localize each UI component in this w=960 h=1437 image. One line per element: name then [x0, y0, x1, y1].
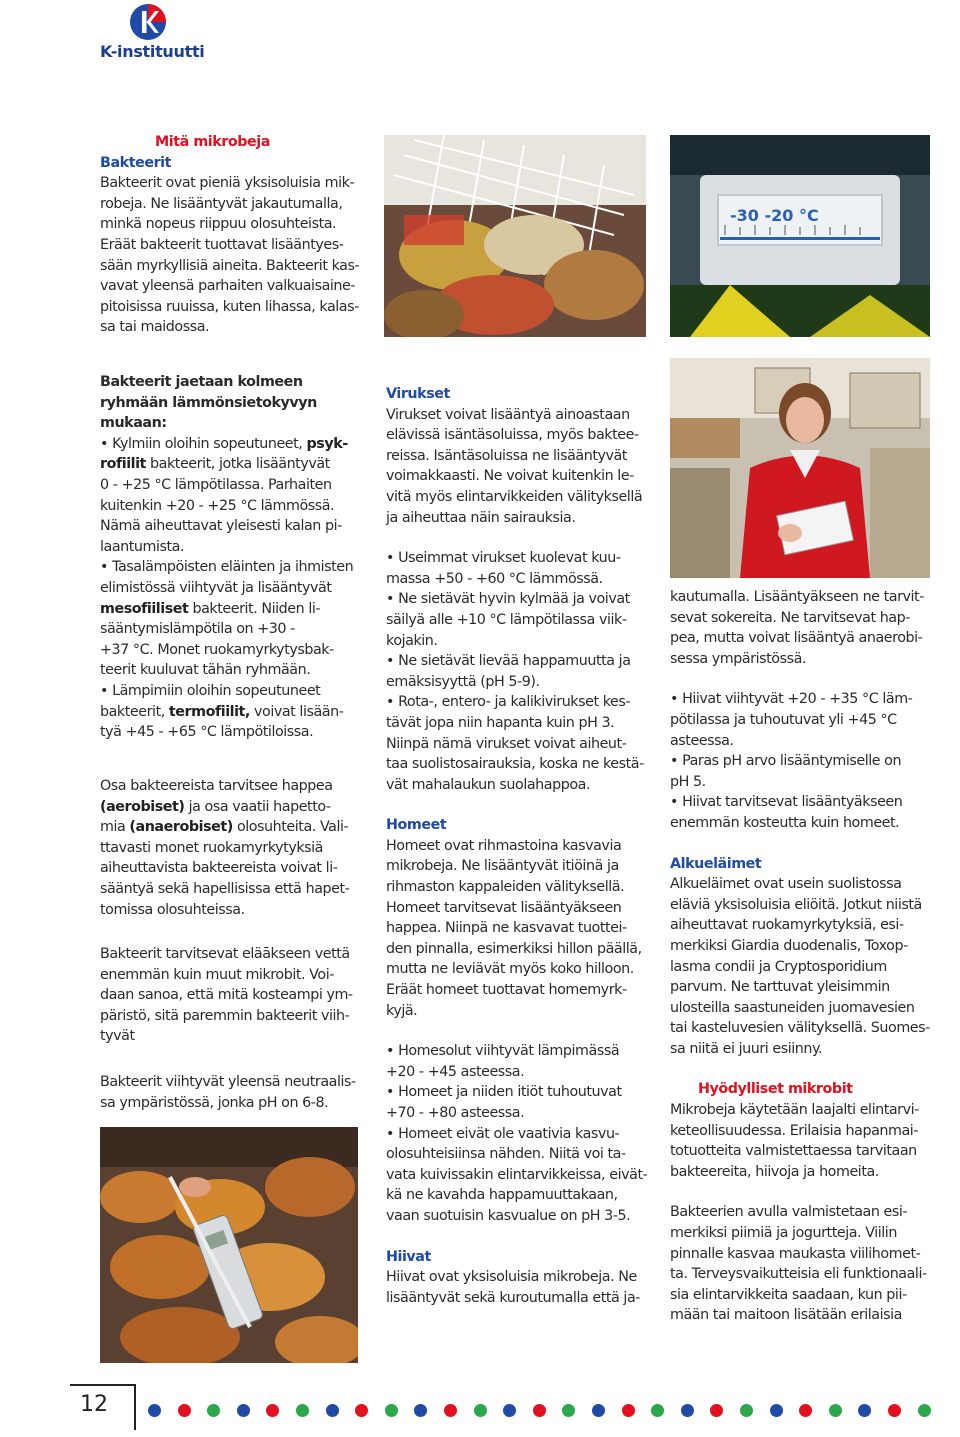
column-1-top [100, 132, 370, 338]
bullet-mesofiiliset: • Tasalämpöisten eläinten ja ihmisten [100, 559, 354, 576]
text-line [100, 599, 370, 620]
text-line: lasma condii ja Cryptosporidium [670, 958, 887, 975]
bullet-psykrofiilit [100, 434, 370, 455]
text-line: asteessa. [670, 732, 734, 749]
text-line: • Ne sietävät hyvin kylmää ja voivat [386, 591, 630, 608]
text-line: tyä +45 - +65 °C lämpötiloissa. [100, 724, 314, 741]
text-line: mutta ne leviävät myös koko hilloon. [386, 961, 634, 978]
text-line: tyvät [100, 1028, 135, 1045]
text-line: +37 °C. Monet ruokamyrkytysbak- [100, 641, 334, 658]
text-line: kyjä. [386, 1002, 418, 1019]
decorative-dot [148, 1404, 161, 1417]
text-line: keteollisuudessa. Erilaisia hapanmai- [670, 1122, 919, 1139]
photo-inspector-cold-room [670, 358, 930, 578]
decorative-dot [385, 1404, 398, 1417]
text-line: laantumista. [100, 538, 185, 555]
decorative-dot [918, 1404, 931, 1417]
text-line: ja aiheuttaa näin sairauksia. [386, 509, 576, 526]
text-line: teerit kuuluvat tähän ryhmään. [100, 662, 311, 679]
text-line: • Ne sietävät lievää happamuutta ja [386, 653, 631, 670]
text-line: massa +50 - +60 °C lämmössä. [386, 570, 603, 587]
k-instituutti-logo [100, 2, 205, 64]
text-line: • Useimmat virukset kuolevat kuu- [386, 550, 621, 567]
text-line: taa suolistosairauksia, koska ne kestä- [386, 756, 644, 773]
text-line: elimistössä viihtyvät ja lisääntyvät [100, 579, 332, 596]
text-line: merkiksi Giardia duodenalis, Toxop- [670, 937, 908, 954]
text-line [100, 702, 370, 723]
text-line: Bakteerit jaetaan kolmeen [100, 374, 303, 390]
text-line: tai kasteluvesien välityksellä. Suomes- [670, 1020, 930, 1037]
text-line: päristö, sitä paremmin bakteerit viih- [100, 1007, 350, 1024]
term-psykrofiilit-end: rofiilit [100, 456, 146, 473]
decorative-dot [296, 1404, 309, 1417]
photo-chicken-temperature-probe [100, 1127, 358, 1363]
text-line: mään tai maitoon lisätään erilaisia [670, 1307, 902, 1324]
decorative-dots [148, 1404, 948, 1420]
text-span: mia [100, 819, 130, 836]
text-line: ta. Terveysvaikutteisia eli funktionaali- [670, 1266, 927, 1283]
text-span: • Kylmiin oloihin sopeutuneet, [100, 435, 307, 452]
text-line: tävät jopa niin hapanta kuin pH 3. [386, 714, 615, 731]
text-line: • Homeet eivät ole vaativia kasvu- [386, 1125, 620, 1142]
decorative-dot [266, 1404, 279, 1417]
alkuelaimet-heading: Alkueläimet [670, 855, 762, 872]
column-3 [670, 587, 936, 1326]
hiivat-heading: Hiivat [386, 1248, 431, 1265]
decorative-dot [622, 1404, 635, 1417]
text-line: pötilassa ja tuhoutuvat yli +45 °C [670, 711, 897, 728]
decorative-dot [651, 1404, 664, 1417]
text-line: den pinnalla, esimerkiksi hillon päällä, [386, 940, 642, 957]
text-line: mikrobeja. Ne lisääntyvät itiöinä ja [386, 858, 619, 875]
groups-heading [100, 372, 370, 434]
text-line: ryhmään lämmönsietokyvyn [100, 394, 317, 411]
text-line: bakteereita, hiivoja ja homeita. [670, 1163, 879, 1180]
text-line: voimakkaasti. Ne voivat kuitenkin le- [386, 468, 634, 485]
decorative-dot [829, 1404, 842, 1417]
text-line: • Hiivat tarvitsevat lisääntyäkseen [670, 794, 903, 811]
text-line: säilyä alle +10 °C lämpötilassa viik- [386, 611, 627, 628]
text-line: ulosteilla saastuneiden juomavesien [670, 999, 915, 1016]
text-line: • Homesolut viihtyvät lämpimässä [386, 1043, 620, 1060]
text-line: sääntyä sekä hapellisissa että hapet- [100, 880, 350, 897]
text-line: +70 - +80 asteessa. [386, 1105, 525, 1121]
text-line: Hiivat ovat yksisoluisia mikrobeja. Ne [386, 1269, 637, 1286]
decorative-dot [858, 1404, 871, 1417]
decorative-dot [592, 1404, 605, 1417]
decorative-dot [710, 1404, 723, 1417]
text-line: 0 - +25 °C lämpötilassa. Parhaiten [100, 476, 332, 493]
decorative-dot [740, 1404, 753, 1417]
photo-freezer-thermometer [670, 135, 930, 337]
text-line: daan sanoa, että mitä kosteampi ym- [100, 987, 353, 1004]
text-line: elävissä isäntäsoluissa, myös baktee- [386, 427, 639, 444]
text-line: sa niitä ei juuri esiinny. [670, 1040, 823, 1057]
section-title: Mitä mikrobeja [155, 134, 270, 150]
text-line: • Paras pH arvo lisääntymiselle on [670, 753, 902, 770]
text-line: pinnalle kasvaa maukasta viilihomet- [670, 1245, 921, 1262]
text-line: kuitenkin +20 - +25 °C lämmössä. [100, 497, 335, 514]
photo-freezer-food [384, 135, 646, 337]
column-1-groups [100, 372, 370, 743]
text-line: pH 5. [670, 773, 706, 790]
text-line: sääntymislämpötila on +30 - [100, 621, 295, 638]
homeet-heading: Homeet [386, 817, 447, 834]
text-line: sään myrkyllisiä aineita. Bakteerit kas- [100, 257, 360, 274]
text-line: rihmaston kappaleiden välityksellä. [386, 879, 625, 896]
text-line: Nämä aiheuttavat yleisesti kalan pi- [100, 518, 342, 535]
thermometer-readout: -30 -20 °C [730, 206, 819, 225]
text-line: pea, mutta voivat lisääntyä anaerobi- [670, 630, 923, 647]
text-line: sessa ympäristössä. [670, 650, 806, 667]
text-line: Eräät homeet tuottavat homemyrk- [386, 982, 627, 999]
text-line: reissa. Isäntäsoluissa ne lisääntyvät [386, 447, 627, 464]
decorative-dot [444, 1404, 457, 1417]
text-line: • Rota-, entero- ja kalikivirukset kes- [386, 694, 631, 711]
text-line: Osa bakteereista tarvitsee happea [100, 778, 333, 794]
text-line: vät mahalaukun suolahappoa. [386, 776, 591, 793]
decorative-dot [770, 1404, 783, 1417]
text-line: kautumalla. Lisääntyäkseen ne tarvit- [670, 589, 924, 605]
text-line: minkä nopeus riippuu olosuhteista. [100, 216, 337, 233]
brand-name: K-instituutti [100, 42, 205, 61]
text-span: bakteerit, [100, 703, 169, 720]
text-line: • Homeet ja niiden itiöt tuhoutuvat [386, 1084, 622, 1101]
text-line: tomissa olosuhteissa. [100, 901, 245, 918]
text-line: mukaan: [100, 415, 167, 432]
column-2 [386, 384, 656, 1308]
term-termofiilit: termofiilit, [168, 703, 250, 720]
text-line: +20 - +45 asteessa. [386, 1063, 525, 1080]
text-line [100, 817, 370, 838]
text-line: olosuhteisiinsa nähden. Niitä voi ta- [386, 1146, 626, 1163]
text-line: merkiksi piimiä ja jogurtteja. Viilin [670, 1225, 897, 1242]
text-line: • Hiivat viihtyvät +20 - +35 °C läm- [670, 691, 913, 708]
text-line: robeja. Ne lisääntyvät jakautumalla, [100, 195, 343, 212]
text-line: Virukset voivat lisääntyä ainoastaan [386, 406, 630, 423]
decorative-dot [533, 1404, 546, 1417]
bullet-termofiilit: • Lämpimiin oloihin sopeutuneet [100, 682, 321, 699]
text-line: aiheuttavat ruokamyrkytyksiä, esi- [670, 917, 904, 934]
text-line: pitoisissa ruuissa, kuten lihassa, kalas- [100, 298, 359, 315]
text-line: eläviä yksisoluisia eliöitä. Jotkut niistä [670, 896, 922, 913]
decorative-dot [237, 1404, 250, 1417]
text-line: vata kuivissakin elintarvikkeissa, eivät- [386, 1166, 648, 1183]
text-line: aiheuttavista bakteereista voivat li- [100, 860, 338, 877]
text-line: parvum. Ne tarttuvat yleisimmin [670, 979, 890, 996]
text-line [100, 454, 370, 475]
decorative-dot [207, 1404, 220, 1417]
text-span: ja osa vaatii hapetto- [184, 798, 331, 815]
text-line: Bakteerit ovat pieniä yksisoluisia mik- [100, 175, 355, 192]
decorative-dot [178, 1404, 191, 1417]
text-line: Alkueläimet ovat usein suolistossa [670, 876, 902, 893]
text-line: enemmän kosteutta kuin homeet. [670, 814, 900, 831]
decorative-dot [474, 1404, 487, 1417]
term-psykrofiilit: psyk- [306, 435, 348, 452]
text-line: vitä myös elintarvikkeiden välityksellä [386, 488, 643, 505]
virukset-heading: Virukset [386, 386, 450, 402]
text-line: vaan suotuisin kasvualue on pH 3-5. [386, 1207, 631, 1224]
decorative-dot [414, 1404, 427, 1417]
text-span: bakteerit. Niiden li- [188, 600, 321, 617]
decorative-dot [888, 1404, 901, 1417]
page-number: 12 [80, 1392, 108, 1417]
term-anaerobiset: (anaerobiset) [129, 819, 233, 836]
text-line [100, 797, 370, 818]
text-line: vavat yleensä parhaiten valkuaisaine- [100, 278, 356, 295]
text-line: emäksisyyttä (pH 5-9). [386, 673, 540, 690]
text-line: enemmän kuin muut mikrobit. Voi- [100, 966, 334, 983]
text-line: Eräät bakteerit tuottavat lisääntyes- [100, 236, 344, 253]
text-span: olosuhteita. Vali- [232, 819, 349, 836]
decorative-dot [355, 1404, 368, 1417]
text-line: sevat sokereita. Ne tarvitsevat hap- [670, 609, 910, 626]
bakteerit-heading: Bakteerit [100, 154, 172, 171]
term-aerobiset: (aerobiset) [100, 798, 185, 815]
text-line: Bakteerit viihtyvät yleensä neutraalis- [100, 1074, 356, 1090]
decorative-dot [681, 1404, 694, 1417]
text-line: sa tai maidossa. [100, 319, 210, 336]
text-line: Homeet tarvitsevat lisääntyäkseen [386, 899, 622, 916]
text-line: Bakteerien avulla valmistetaan esi- [670, 1204, 908, 1221]
text-line: ttavasti monet ruokamyrkytyksiä [100, 839, 323, 856]
decorative-dot [503, 1404, 516, 1417]
term-mesofiiliset: mesofiiliset [100, 600, 189, 617]
text-span: voivat lisään- [249, 703, 344, 720]
text-span: bakteerit, jotka lisääntyvät [145, 456, 330, 473]
text-line: Niinpä nämä virukset voivat aiheut- [386, 735, 627, 752]
text-line: kojakin. [386, 632, 438, 649]
column-1-ph [100, 1072, 370, 1113]
text-line: totuotteita valmistettaessa tarvitaan [670, 1143, 917, 1160]
text-line: sa ympäristössä, jonka pH on 6-8. [100, 1094, 329, 1111]
text-line: lisääntyvät sekä kuroutumalla että ja- [386, 1289, 640, 1306]
decorative-dot [562, 1404, 575, 1417]
bakteerit-intro [100, 173, 370, 338]
column-1-moisture [100, 944, 370, 1047]
text-line: Homeet ovat rihmastoina kasvavia [386, 837, 622, 854]
text-line: Bakteerit tarvitsevat eläākseen vettä [100, 946, 350, 962]
text-line: kä ne kavahda happamuuttakaan, [386, 1187, 618, 1204]
k-logo-icon [128, 2, 168, 42]
text-line: sia elintarvikkeita saadaan, kun pii- [670, 1286, 907, 1303]
decorative-dot [799, 1404, 812, 1417]
text-line: happea. Niinpä ne kasvavat tuottei- [386, 920, 627, 937]
decorative-dot [326, 1404, 339, 1417]
text-line: Mikrobeja käytetään laajalti elintarvi- [670, 1102, 919, 1119]
hyodylliset-heading: Hyödylliset mikrobit [698, 1081, 853, 1098]
column-1-oxygen [100, 776, 370, 920]
